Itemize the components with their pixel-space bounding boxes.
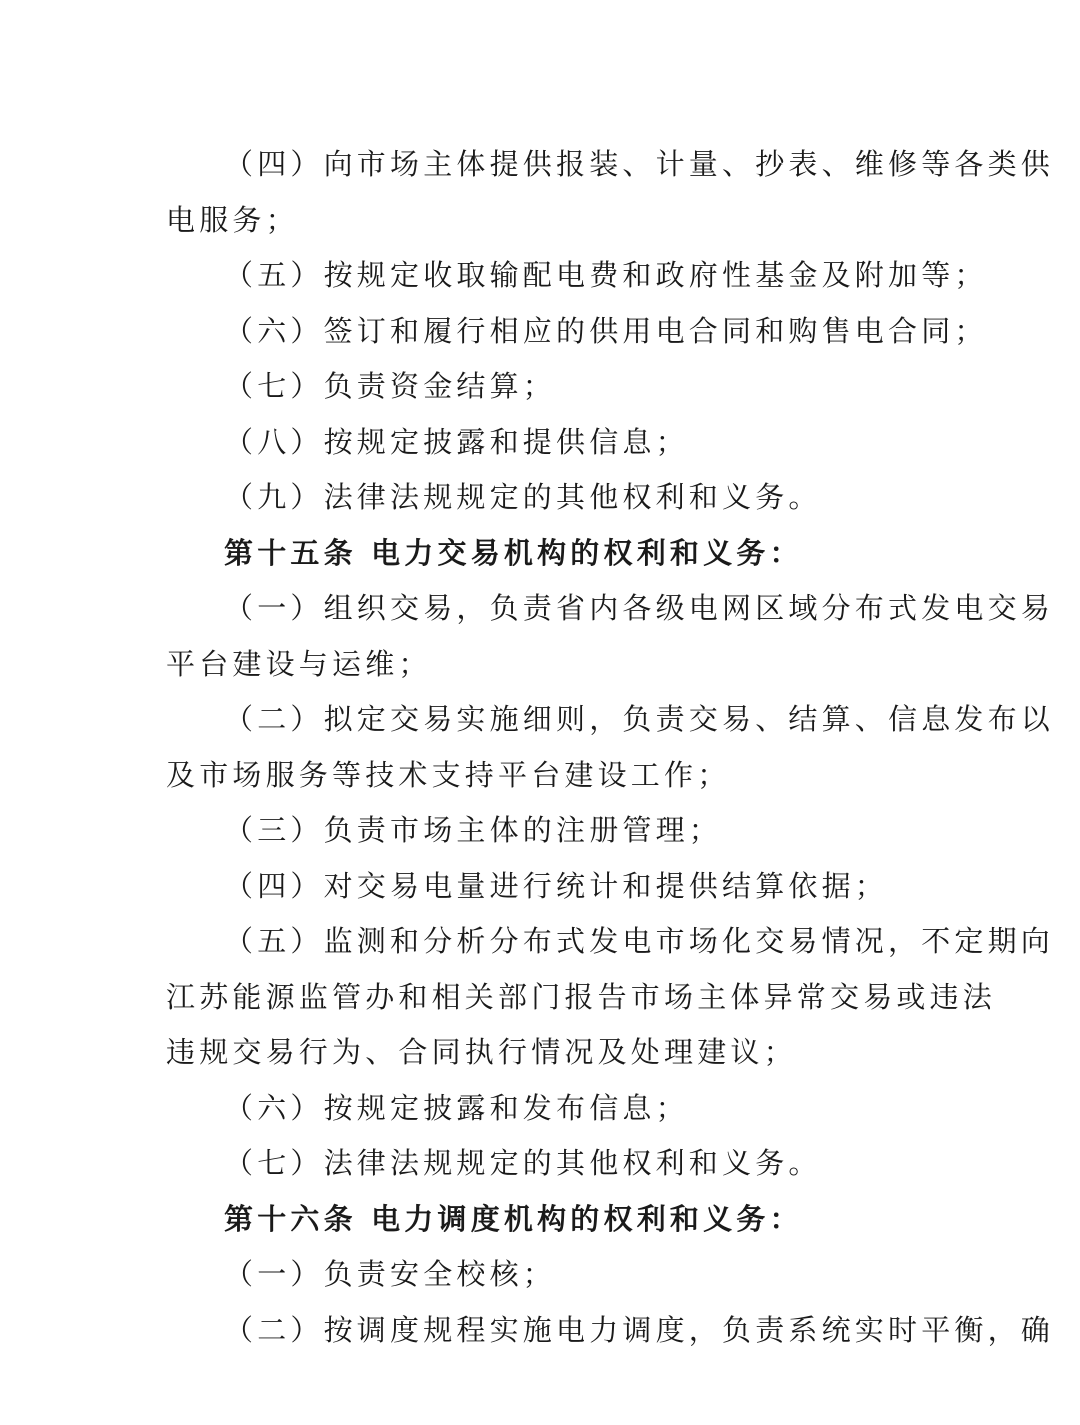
article-15-item-7: （七）法律法规规定的其他权利和义务。 — [224, 1146, 822, 1180]
item-6: （六）签订和履行相应的供用电合同和购售电合同； — [224, 313, 988, 348]
item-5: （五）按规定收取输配电费和政府性基金及附加等； — [224, 258, 988, 292]
article-15-item-5-line-3: 违规交易行为、合同执行情况及处理建议； — [166, 1035, 797, 1069]
item-8: （八）按规定披露和提供信息； — [224, 424, 689, 459]
item-9: （九）法律法规规定的其他权利和义务。 — [224, 480, 822, 514]
article-15-item-1-line-1: （一）组织交易，负责省内各级电网区域分布式发电交易 — [224, 591, 1055, 625]
document-body — [166, 137, 1055, 1358]
article-16-item-1: （一）负责安全校核； — [224, 1257, 557, 1291]
item-7: （七）负责资金结算； — [224, 369, 557, 403]
article-15-item-3: （三）负责市场主体的注册管理； — [224, 813, 723, 847]
article-16-item-2-line-1: （二）按调度规程实施电力调度，负责系统实时平衡，确 — [224, 1312, 1055, 1347]
article-15-item-2-line-2: 及市场服务等技术支持平台建设工作； — [166, 757, 731, 792]
article-15-item-4: （四）对交易电量进行统计和提供结算依据； — [224, 868, 889, 903]
article-15-item-5-line-1: （五）监测和分析分布式发电市场化交易情况，不定期向 — [224, 924, 1055, 958]
item-4-line-1: （四）向市场主体提供报装、计量、抄表、维修等各类供 — [224, 147, 1055, 181]
article-15-item-5-line-2: 江苏能源监管办和相关部门报告市场主体异常交易或违法 — [166, 979, 997, 1014]
article-15-heading: 第十五条 电力交易机构的权利和义务： — [224, 535, 803, 570]
article-15-item-1-line-2: 平台建设与运维； — [166, 646, 432, 681]
article-15-item-2-line-1: （二）拟定交易实施细则，负责交易、结算、信息发布以 — [224, 702, 1055, 736]
article-15-item-6: （六）按规定披露和发布信息； — [224, 1090, 689, 1125]
article-16-heading: 第十六条 电力调度机构的权利和义务： — [224, 1201, 803, 1236]
item-4-line-2: 电服务； — [166, 202, 299, 237]
